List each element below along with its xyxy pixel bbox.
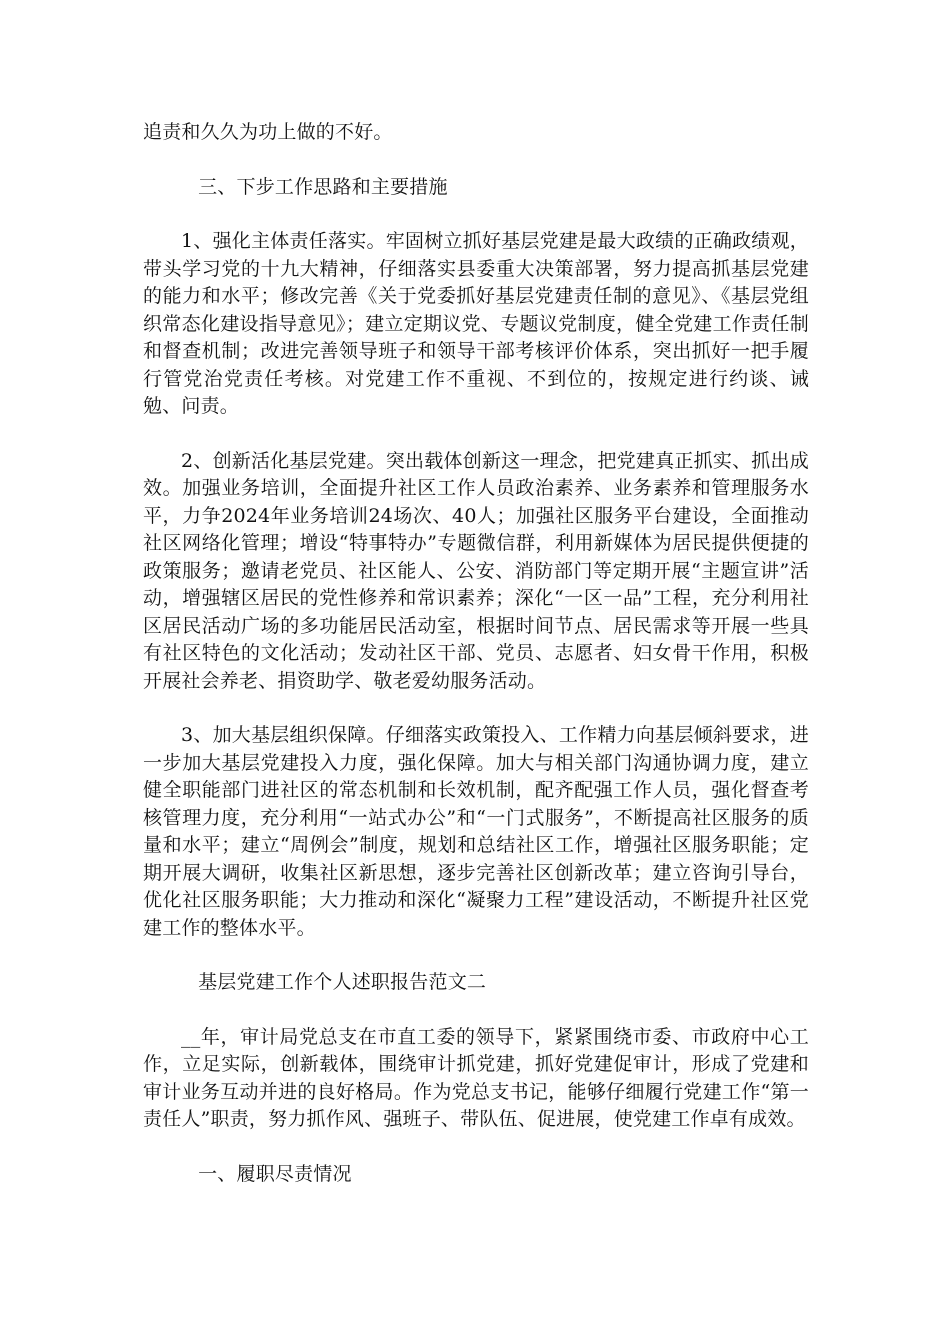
section-heading-duties: 一、履职尽责情况	[198, 1162, 352, 1185]
paragraph-measure-2: 2、创新活化基层党建。突出载体创新这一理念，把党建真正抓实、抓出成效。加强业务培训，全面提升社区工作人员政治素养、业务素养和管理服务水平，力争2024年业务培训24场次、40人；加强社区服务平台建设，全面推动社区网络化管理；增设“特事特办”专题微信群，利用新媒体为居民提供便捷的政策服务；邀请老党员、社区能人、公安、消防部门等定期开展“主题宣讲”活动，增强辖区居民的党性修养和常识素养；深化“一区一品”工程，充分利用社区居民活动广场的多功能居民活动室，根据时间节点、居民需求等开展一些具有社区特色的文化活动；发动社区干部、党员、志愿者、妇女骨干作用，积极开展社会养老、捐资助学、敬老爱幼服务活动。	[143, 449, 809, 692]
section-heading-next-steps: 三、下步工作思路和主要措施	[198, 175, 448, 198]
report-title-example-two: 基层党建工作个人述职报告范文二	[198, 971, 487, 993]
paragraph-intro-example-two: __年，审计局党总支在市直工委的领导下，紧紧围绕市委、市政府中心工作，立足实际，创新载体，围绕审计抓党建，抓好党建促审计，形成了党建和审计业务互动并进的良好格局。作为党总支书记，能够仔细履行党建工作“第一责任人”职责，努力抓作风、强班子、带队伍、促进展，使党建工作卓有成效。	[143, 1025, 809, 1130]
paragraph-measure-3: 3、加大基层组织保障。仔细落实政策投入、工作精力向基层倾斜要求，进一步加大基层党建投入力度，强化保障。加大与相关部门沟通协调力度，建立健全职能部门进社区的常态机制和长效机制，配齐配强工作人员，强化督查考核管理力度，充分利用“一站式办公”和“一门式服务”，不断提高社区服务的质量和水平；建立“周例会”制度，规划和总结社区工作，增强社区服务职能；定期开展大调研，收集社区新思想，逐步完善社区创新改革；建立咨询引导台，优化社区服务职能；大力推动和深化“凝聚力工程”建设活动，不断提升社区党建工作的整体水平。	[143, 724, 809, 939]
document-body	[143, 119, 809, 1215]
paragraph-continuation: 追责和久久为功上做的不好。	[143, 121, 393, 143]
paragraph-measure-1: 1、强化主体责任落实。牢固树立抓好基层党建是最大政绩的正确政绩观，带头学习党的十九大精神，仔细落实县委重大决策部署，努力提高抓基层党建的能力和水平；修改完善《关于党委抓好基层党建责任制的意见》、《基层党组织常态化建设指导意见》；建立定期议党、专题议党制度，健全党建工作责任制和督查机制；改进完善领导班子和领导干部考核评价体系，突出抓好一把手履行管党治党责任考核。对党建工作不重视、不到位的，按规定进行约谈、诫勉、问责。	[143, 230, 809, 417]
